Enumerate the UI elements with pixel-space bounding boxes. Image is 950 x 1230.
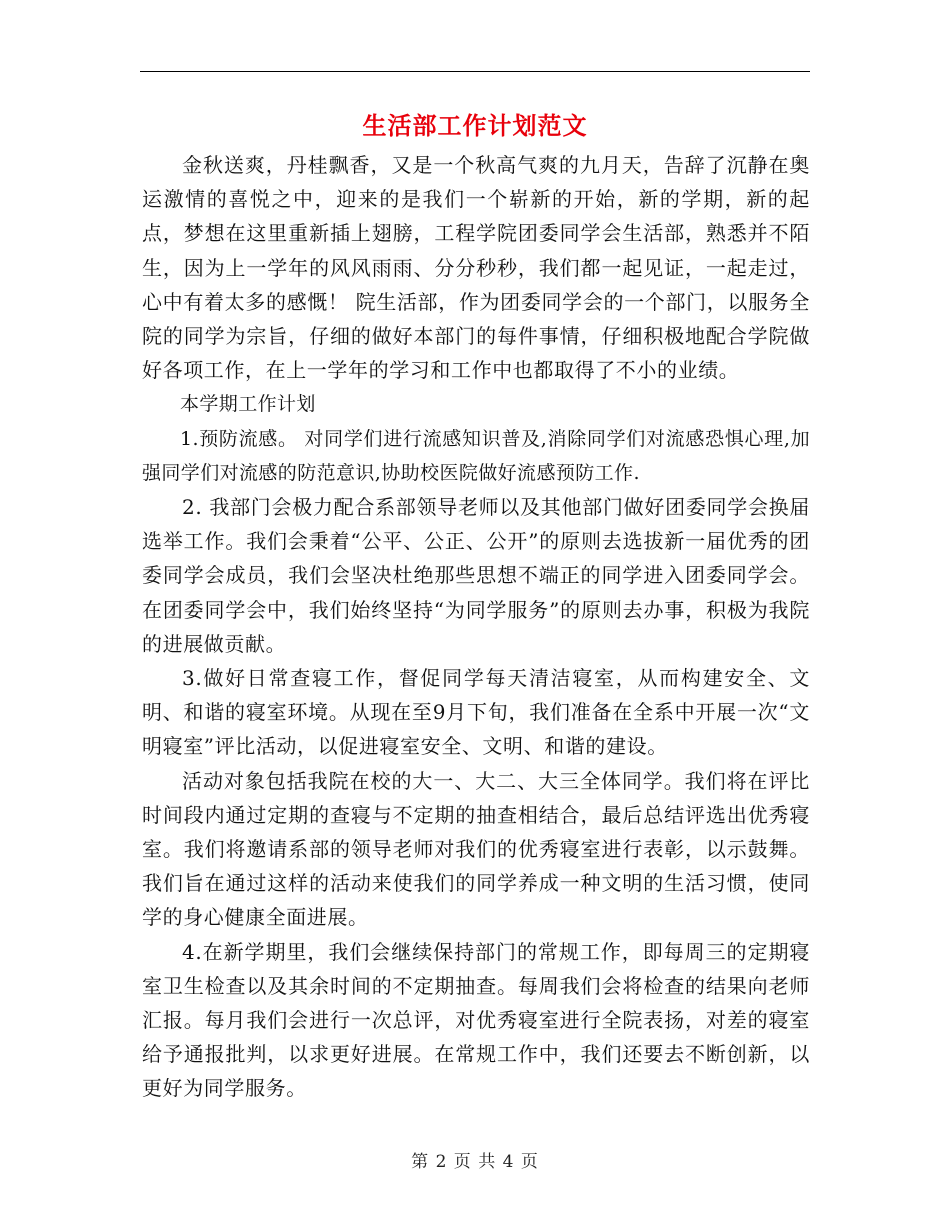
- section-heading: 本学期工作计划: [180, 393, 316, 416]
- document-body: [142, 148, 810, 1106]
- document-title: 生活部工作计划范文: [362, 111, 588, 140]
- plan-item-1: 1.预防流感。 对同学们进行流感知识普及,消除同学们对流感恐惧心理,加强同学们对流感的防范意识,协助校医院做好流感预防工作.: [142, 427, 810, 484]
- page-number-footer: 第 2 页 共 4 页: [411, 1152, 539, 1172]
- header-rule: [140, 71, 810, 72]
- plan-item-4: 4.在新学期里，我们会继续保持部门的常规工作，即每周三的定期寝室卫生检查以及其余时间的不定期抽查。每周我们会将检查的结果向老师汇报。每月我们会进行一次总评，对优秀寝室进行全院表扬，对差的寝室给予通报批判，以求更好进展。在常规工作中，我们还要去不断创新，以更好为同学服务。: [142, 939, 810, 1101]
- plan-item-3: 3.做好日常查寝工作，督促同学每天清洁寝室，从而构建安全、文明、和谐的寝室环境。从现在至9月下旬，我们准备在全系中开展一次“文明寝室”评比活动，以促进寝室安全、文明、和谐的建设。: [142, 666, 810, 759]
- plan-item-2: 2. 我部门会极力配合系部领导老师以及其他部门做好团委同学会换届选举工作。我们会秉着“公平、公正、公开”的原则去选拔新一届优秀的团委同学会成员，我们会坚决杜绝那些思想不端正的同学进入团委同学会。在团委同学会中，我们始终坚持“为同学服务”的原则去办事，积极为我院的进展做贡献。: [142, 495, 810, 656]
- intro-paragraph: 金秋送爽，丹桂飘香，又是一个秋高气爽的九月天，告辞了沉静在奥运激情的喜悦之中，迎来的是我们一个崭新的开始，新的学期，新的起点，梦想在这里重新插上翅膀，工程学院团委同学会生活部，熟悉并不陌生，因为上一学年的风风雨雨、分分秒秒，我们都一起见证，一起走过，心中有着太多的感慨！ 院生活部，作为团委同学会的一个部门，以服务全院的同学为宗旨，仔细的做好本部门的每件事情，仔细积极地配合学院做好各项工作，在上一学年的学习和工作中也都取得了不小的业绩。: [142, 153, 810, 383]
- plan-item-3-detail: 活动对象包括我院在校的大一、大二、大三全体同学。我们将在评比时间段内通过定期的查寝与不定期的抽查相结合，最后总结评选出优秀寝室。我们将邀请系部的领导老师对我们的优秀寝室进行表彰，以示鼓舞。我们旨在通过这样的活动来使我们的同学养成一种文明的生活习惯，使同学的身心健康全面进展。: [142, 768, 810, 930]
